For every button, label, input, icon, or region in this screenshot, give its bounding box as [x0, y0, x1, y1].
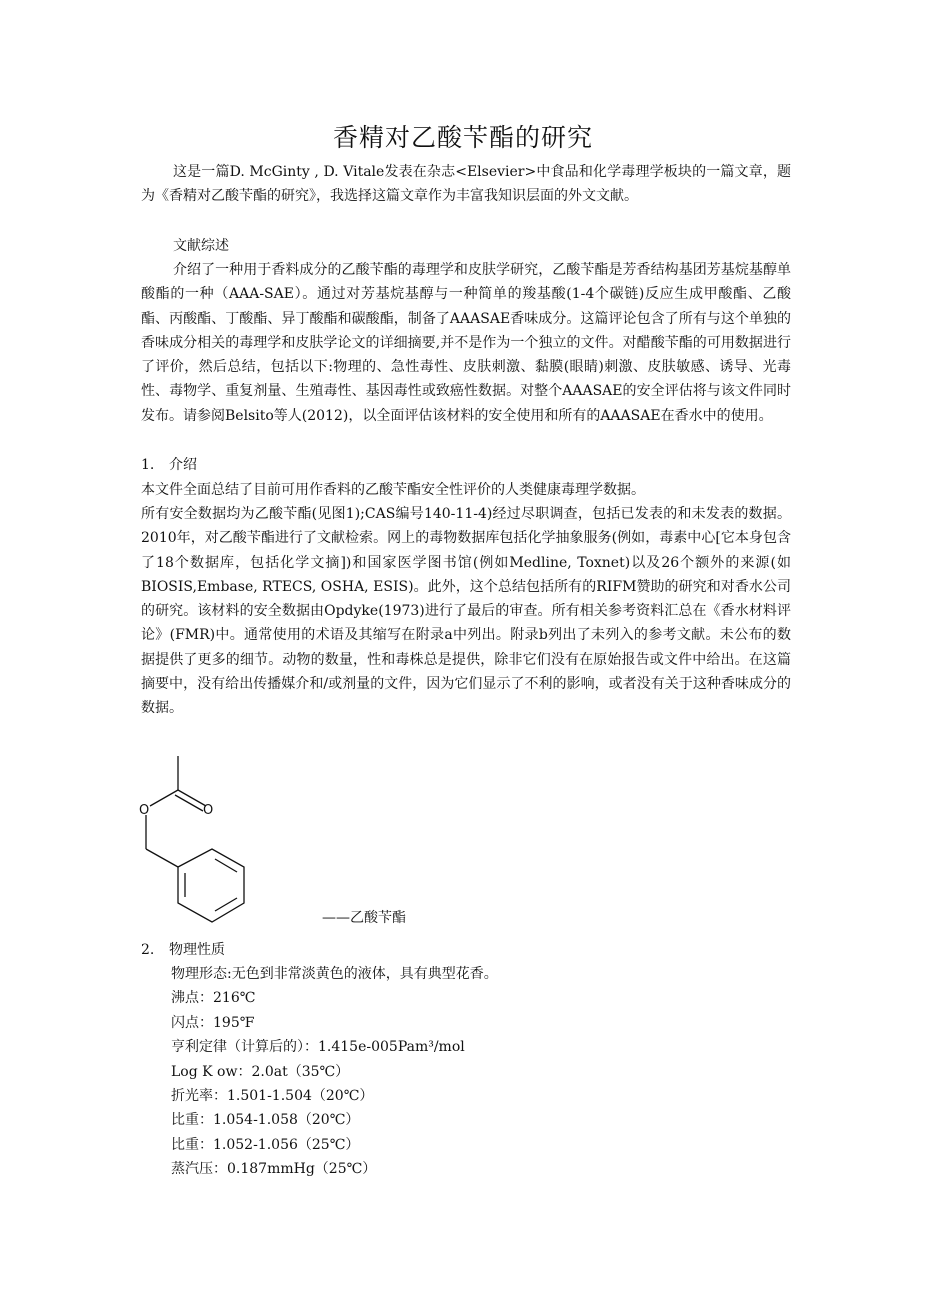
property-boiling-point: 沸点：216℃	[171, 990, 256, 1007]
section-1-title: 介绍	[169, 457, 197, 473]
physical-properties-list	[171, 962, 498, 1182]
intro-text: 这是一篇D. McGinty , D. Vitale发表在杂志<Elsevier>中食品和化学毒理学板块的一篇文章，题为《香精对乙酸苄酯的研究》，我选择这篇文章作为丰富我知识层面的外文文献。	[141, 164, 791, 205]
property-refractive-index: 折光率：1.501-1.504（20℃）	[171, 1088, 374, 1105]
carbonyl-bond-1	[178, 790, 206, 806]
benzene-ring	[178, 849, 244, 922]
property-henry-law: 亨利定律（计算后的）：1.415e-005Pam³/mol	[171, 1039, 465, 1056]
ester-oxygen-label: O	[139, 803, 150, 818]
property-specific-gravity-20: 比重：1.054-1.058（20℃）	[171, 1112, 360, 1129]
property-specific-gravity-25: 比重：1.052-1.056（25℃）	[171, 1136, 360, 1153]
section-1-para-1	[141, 478, 791, 502]
carbonyl-bond-2	[175, 795, 203, 811]
benzyl-acetate-structure	[132, 752, 262, 932]
property-physical-form: 物理形态:无色到非常淡黄色的液体，具有典型花香。	[171, 966, 498, 982]
property-vapor-pressure: 蒸汽压：0.187mmHg（25℃）	[171, 1161, 377, 1178]
section-2-heading	[141, 938, 225, 962]
review-heading	[141, 234, 791, 258]
review-paragraph	[141, 258, 791, 428]
ester-bond	[150, 790, 178, 806]
section-1-heading	[141, 453, 197, 477]
intro-paragraph	[141, 160, 791, 209]
section-2-number: 2.	[141, 942, 155, 958]
section-2-title: 物理性质	[169, 942, 225, 958]
carbonyl-oxygen-label: O	[203, 803, 214, 818]
property-flash-point: 闪点：195℉	[171, 1014, 255, 1031]
section-1-para-1-text: 本文件全面总结了目前可用作香料的乙酸苄酯安全性评价的人类健康毒理学数据。	[141, 482, 645, 498]
property-log-kow: Log K ow：2.0at（35℃）	[171, 1063, 350, 1080]
section-1-para-2	[141, 502, 791, 721]
section-1-number: 1.	[141, 457, 155, 473]
review-heading-text: 文献综述	[173, 238, 229, 254]
figure-caption: ——乙酸苄酯	[322, 910, 406, 926]
section-1-para-2-text: 所有安全数据均为乙酸苄酯(见图1);CAS编号140-11-4)经过尽职调查，包括已发表的和未发表的数据。2010年，对乙酸苄酯进行了文献检索。网上的毒物数据库包括化学抽象服务(例如，毒素中心[它本身包含了18个数据库，包括化学文摘])和国家医学图书馆(例如Medline, Toxnet)以及26个额外的来源(如BIOSIS,Embase, RTECS, OSHA, ESIS)。此外，这个总结包括所有的RIFM赞助的研究和对香水公司的研究。该材料的安全数据由Opdyke(1973)进行了最后的审查。所有相关参考资料汇总在《香水材料评论》(FMR)中。通常使用的术语及其缩写在附录a中列出。附录b列出了未列入的参考文献。未公布的数据提供了更多的细节。动物的数量，性和毒株总是提供，除非它们没有在原始报告或文件中给出。在这篇摘要中，没有给出传播媒介和/或剂量的文件，因为它们显示了不利的影响，或者没有关于这种香味成分的数据。	[141, 506, 791, 717]
document-title: 香精对乙酸苄酯的研究	[332, 123, 593, 152]
ch2-ring-bond	[146, 849, 178, 867]
review-text: 介绍了一种用于香料成分的乙酸苄酯的毒理学和皮肤学研究，乙酸苄酯是芳香结构基团芳基烷基醇单酸酯的一种（AAA-SAE）。通过对芳基烷基醇与一种简单的羧基酸(1-4个碳链)反应生成甲酸酯、乙酸酯、丙酸酯、丁酸酯、异丁酸酯和碳酸酯，制备了AAASAE香味成分。这篇评论包含了所有与这个单独的香味成分相关的毒理学和皮肤学论文的详细摘要,并不是作为一个独立的文件。对醋酸苄酯的可用数据进行了评价，然后总结，包括以下:物理的、急性毒性、皮肤刺激、黏膜(眼睛)刺激、皮肤敏感、诱导、光毒性、毒物学、重复剂量、生殖毒性、基因毒性或致癌性数据。对整个AAASAE的安全评估将与该文件同时发布。请参阅Belsito等人(2012)，以全面评估该材料的安全使用和所有的AAASAE在香水中的使用。	[141, 262, 791, 424]
